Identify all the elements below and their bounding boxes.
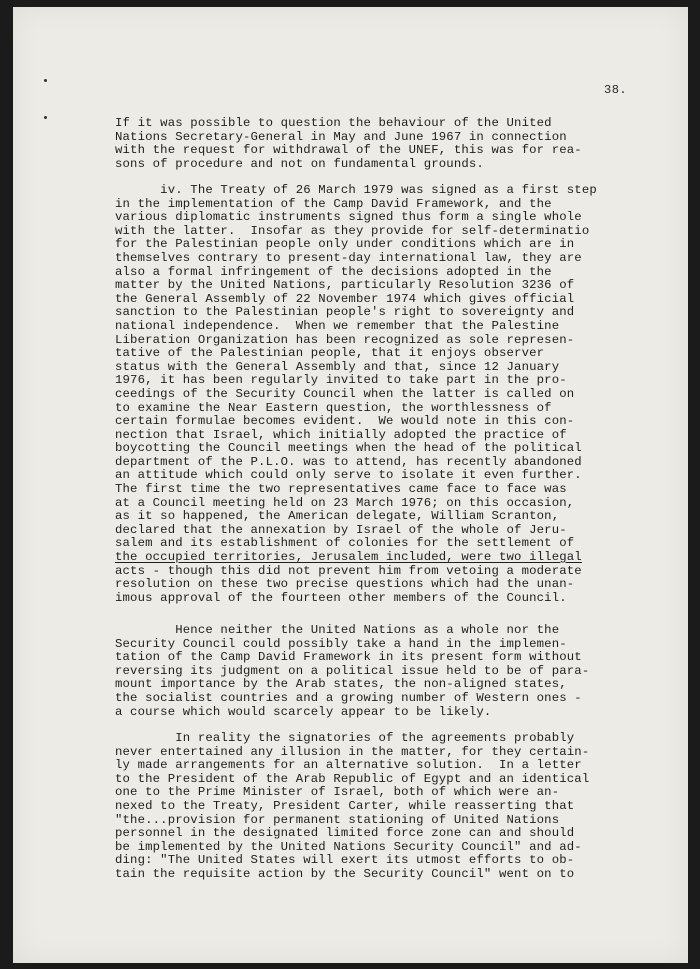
text-line: acts - though this did not prevent him from vetoing a moderate: [115, 563, 582, 578]
text-line: the General Assembly of 22 November 1974 which gives official: [115, 291, 575, 306]
text-line: to examine the Near Eastern question, the worthlessness of: [115, 400, 552, 415]
margin-dot: [44, 79, 47, 82]
text-line: for the Palestinian people only under conditions which are in: [115, 237, 575, 252]
text-line: The first time the two representatives came face to face was: [115, 482, 567, 497]
text-line: sanction to the Palestinian people's right to sovereignty and: [115, 305, 575, 320]
text-line: themselves contrary to present-day international law, they are: [115, 250, 582, 265]
text-line: "the...provision for permanent stationing of United Nations: [115, 812, 560, 827]
paragraph-in-reality: [115, 732, 589, 882]
text-line: at a Council meeting held on 23 March 1976; on this occasion,: [115, 495, 575, 510]
text-line: be implemented by the United Nations Security Council" and ad-: [115, 839, 582, 854]
text-line: 1976, it has been regularly invited to take part in the pro-: [115, 373, 567, 388]
text-line: one to the Prime Minister of Israel, both of which were an-: [115, 785, 560, 800]
text-line: an attitude which could only serve to isolate it even further.: [115, 468, 582, 483]
text-line: never entertained any illusion in the matter, for they certain-: [115, 744, 590, 759]
text-line: ding: "The United States will exert its utmost efforts to ob-: [115, 853, 575, 868]
text-line: mount importance by the Arab states, the non-aligned states,: [115, 677, 567, 692]
text-line: Hence neither the United Nations as a whole nor the: [115, 623, 560, 637]
text-line: imous approval of the fourteen other members of the Council.: [115, 590, 567, 605]
text-line: iv. The Treaty of 26 March 1979 was signed as a first step: [115, 183, 597, 197]
text-line: tain the requisite action by the Security Council" went on to: [115, 866, 575, 881]
text-line: boycotting the Council meetings when the head of the political: [115, 441, 582, 456]
text-line: reversing its judgment on a political issue held to be of para-: [115, 663, 590, 678]
text-line: ceedings of the Security Council when the latter is called on: [115, 386, 575, 401]
text-line: Liberation Organization has been recognized as sole represen-: [115, 332, 575, 347]
text-line: department of the P.L.O. was to attend, has recently abandoned: [115, 454, 582, 469]
text-line: various diplomatic instruments signed thus form a single whole: [115, 210, 582, 225]
text-line: In reality the signatories of the agreements probably: [115, 731, 575, 745]
text-line: the occupied territories, Jerusalem included, were two illegal: [115, 550, 582, 565]
text-line: declared that the annexation by Israel of the whole of Jeru-: [115, 522, 567, 537]
text-line: nexed to the Treaty, President Carter, while reasserting that: [115, 798, 575, 813]
text-line: also a formal infringement of the decisions adopted in the: [115, 264, 552, 279]
text-line: nection that Israel, which initially adopted the practice of: [115, 427, 567, 442]
text-line: national independence. When we remember that the Palestine: [115, 318, 560, 333]
text-line: with the latter. Insofar as they provide for self-determinatio: [115, 223, 590, 238]
text-line: tative of the Palestinian people, that it enjoys observer: [115, 346, 545, 361]
text-line: matter by the United Nations, particularly Resolution 3236 of: [115, 278, 575, 293]
margin-dot: [44, 116, 47, 119]
paragraph-un-secretary-general: [115, 117, 582, 171]
text-line: resolution on these two precise questions which had the unan-: [115, 577, 575, 592]
text-line: as it so happened, the American delegate, William Scranton,: [115, 509, 560, 524]
text-line: to the President of the Arab Republic of Egypt and an identical: [115, 771, 590, 786]
text-line: personnel in the designated limited force zone can and should: [115, 826, 575, 841]
text-line: with the request for withdrawal of the UNEF, this was for rea-: [115, 143, 582, 158]
text-line: ly made arrangements for an alternative solution. In a letter: [115, 758, 582, 773]
text-line: in the implementation of the Camp David Framework, and the: [115, 196, 552, 211]
text-line: status with the General Assembly and that, since 12 January: [115, 359, 560, 374]
paragraph-treaty-1979: [115, 184, 597, 605]
text-line: Security Council could possibly take a hand in the implemen-: [115, 636, 567, 651]
paragraph-hence: [115, 624, 589, 719]
page-number: 38.: [604, 83, 628, 97]
text-line: a course which would scarcely appear to be likely.: [115, 704, 492, 719]
text-line: sons of procedure and not on fundamental grounds.: [115, 156, 484, 171]
text-line: tation of the Camp David Framework in its present form without: [115, 650, 582, 665]
text-line: certain formulae becomes evident. We would note in this con-: [115, 414, 575, 429]
text-line: salem and its establishment of colonies for the settlement of: [115, 536, 575, 551]
text-line: the socialist countries and a growing number of Western ones -: [115, 690, 582, 705]
text-line: If it was possible to question the behaviour of the United: [115, 116, 552, 130]
text-line: Nations Secretary-General in May and June 1967 in connection: [115, 129, 567, 144]
